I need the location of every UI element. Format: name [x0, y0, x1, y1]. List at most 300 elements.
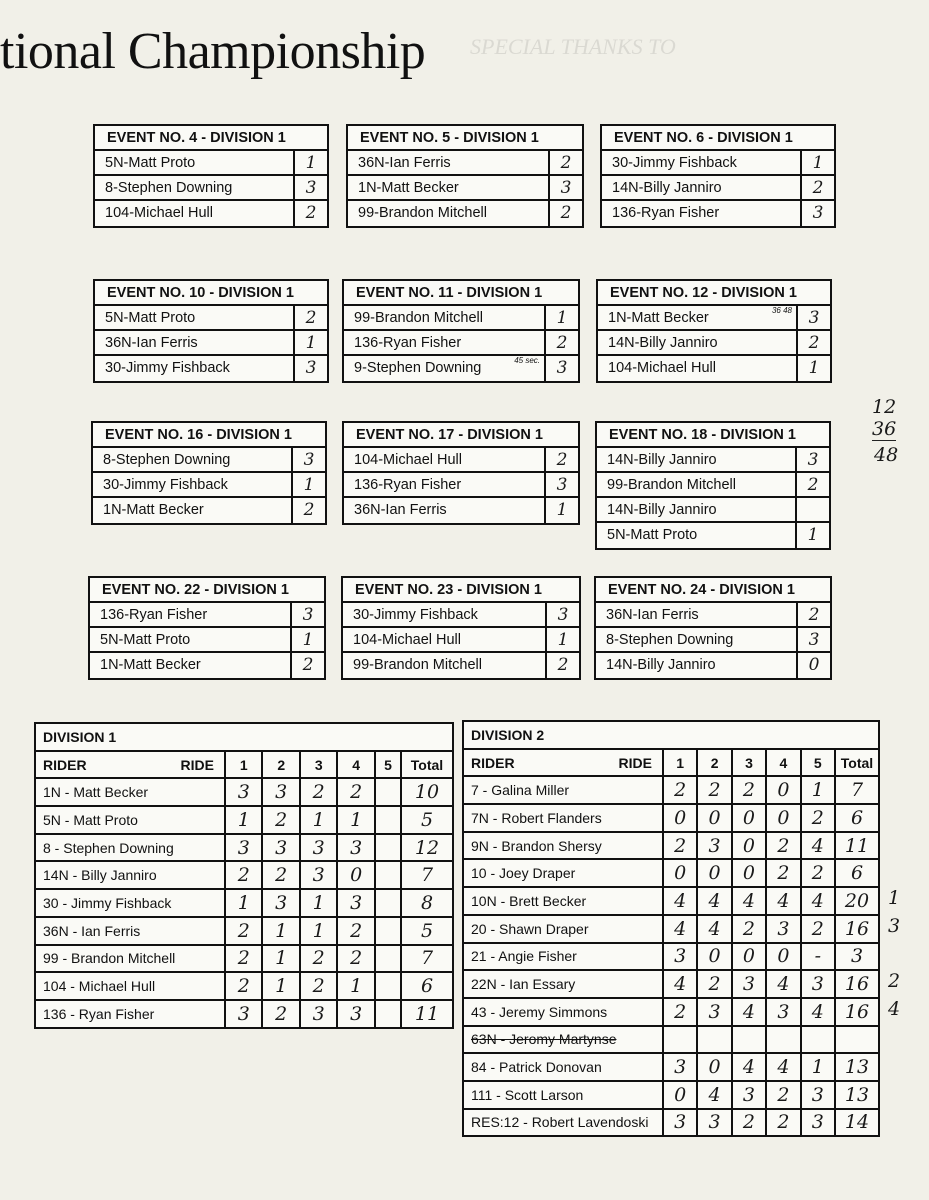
placing-rank: 4 [888, 998, 901, 1020]
table-row [35, 861, 453, 889]
rider-name: 14N-Billy Janniro [612, 180, 722, 196]
rider-name: 5N-Matt Proto [105, 310, 196, 326]
ride-number-header: 5 [801, 749, 835, 777]
division-title: DIVISION 1 [35, 723, 453, 751]
ride-score-cell: 3 [300, 1000, 337, 1028]
event-row [95, 176, 327, 201]
ride-score-cell: 3 [663, 1109, 697, 1137]
finish-place: 3 [291, 448, 325, 471]
ride-score-cell: 2 [801, 859, 835, 887]
rider-name: 22N - Ian Essary [463, 970, 663, 998]
finish-place: 3 [548, 176, 582, 199]
rider-name: 136-Ryan Fisher [354, 477, 462, 493]
rider-name: 136 - Ryan Fisher [35, 1000, 225, 1028]
total-cell: 5 [401, 917, 453, 945]
table-row [35, 806, 453, 834]
finish-place: 2 [796, 331, 830, 354]
event-row [343, 628, 579, 653]
event-row [93, 473, 325, 498]
ride-score-cell: 2 [262, 1000, 299, 1028]
rider-name: 14N-Billy Janniro [607, 452, 717, 468]
ride-score-cell: 0 [663, 859, 697, 887]
rider-name: 30-Jimmy Fishback [103, 477, 228, 493]
event-box [93, 124, 329, 228]
margin-math-b: 36 [872, 418, 897, 440]
ride-score-cell [697, 1026, 731, 1054]
ride-score-cell [375, 778, 401, 806]
event-box [342, 421, 580, 525]
rider-name: 9-Stephen Downing [354, 360, 482, 376]
ride-score-cell [375, 806, 401, 834]
ride-score-cell: 3 [801, 1109, 835, 1137]
rider-name: 7 - Galina Miller [463, 776, 663, 804]
event-row [90, 653, 324, 678]
event-box [595, 421, 831, 550]
ride-score-cell: 1 [300, 806, 337, 834]
rider-name: 36N-Ian Ferris [105, 335, 198, 351]
event-row [344, 448, 578, 473]
rider-name: 104-Michael Hull [105, 205, 213, 221]
rider-name: 1N - Matt Becker [35, 778, 225, 806]
finish-place: 3 [544, 473, 578, 496]
ride-score-cell: 3 [225, 778, 262, 806]
total-cell: 7 [835, 776, 879, 804]
division1-table [34, 722, 454, 1029]
event-title: EVENT NO. 23 - DIVISION 1 [343, 578, 579, 603]
total-cell: 14 [835, 1109, 879, 1137]
finish-place: 3 [795, 448, 829, 471]
ride-score-cell: 1 [337, 806, 374, 834]
ride-score-cell: 3 [300, 834, 337, 862]
event-title: EVENT NO. 11 - DIVISION 1 [344, 281, 578, 306]
ride-score-cell: 2 [337, 778, 374, 806]
ride-score-cell: 2 [766, 859, 800, 887]
rider-name: 104-Michael Hull [608, 360, 716, 376]
ride-score-cell: 0 [732, 804, 766, 832]
finish-place: 2 [290, 653, 324, 678]
event-row [596, 653, 830, 678]
event-row [90, 603, 324, 628]
finish-place: 3 [545, 603, 579, 626]
total-cell: 7 [401, 945, 453, 973]
total-cell: 20 [835, 887, 879, 915]
total-cell: 7 [401, 861, 453, 889]
rider-name: 30 - Jimmy Fishback [35, 889, 225, 917]
ride-score-cell: 0 [732, 859, 766, 887]
ride-score-cell: 3 [225, 1000, 262, 1028]
rider-name: 9N - Brandon Shersy [463, 832, 663, 860]
ride-score-cell: 2 [732, 776, 766, 804]
finish-place: 2 [544, 331, 578, 354]
total-header: Total [401, 751, 453, 779]
handwritten-note: 36 48 [771, 306, 792, 315]
rider-name: 43 - Jeremy Simmons [463, 998, 663, 1026]
event-row [95, 356, 327, 381]
ride-score-cell: 4 [697, 887, 731, 915]
table-row [463, 970, 879, 998]
ride-score-cell: 1 [262, 917, 299, 945]
finish-place: 2 [293, 201, 327, 226]
rider-name: 104-Michael Hull [354, 452, 462, 468]
ride-score-cell: 3 [697, 1109, 731, 1137]
finish-place: 1 [293, 331, 327, 354]
total-cell [835, 1026, 879, 1054]
ride-score-cell: 0 [663, 804, 697, 832]
ride-score-cell: 3 [766, 915, 800, 943]
total-cell: 13 [835, 1053, 879, 1081]
finish-place: 2 [545, 653, 579, 678]
rider-name: 30-Jimmy Fishback [612, 155, 737, 171]
ride-score-cell: 2 [732, 1109, 766, 1137]
placing-rank: 2 [888, 970, 901, 993]
rider-name: 36N-Ian Ferris [606, 607, 699, 623]
ride-score-cell: 3 [300, 861, 337, 889]
ride-score-cell: 1 [225, 806, 262, 834]
finish-place: 2 [795, 473, 829, 496]
event-row [348, 176, 582, 201]
total-cell: 10 [401, 778, 453, 806]
event-row [344, 331, 578, 356]
background-text: SPECIAL THANKS TO [470, 34, 676, 59]
finish-place: 1 [291, 473, 325, 496]
event-box [342, 279, 580, 383]
rider-header: RIDER [43, 756, 87, 773]
finish-place: 2 [548, 201, 582, 226]
ride-score-cell: 2 [801, 915, 835, 943]
event-title: EVENT NO. 16 - DIVISION 1 [93, 423, 325, 448]
ride-score-cell: 4 [697, 915, 731, 943]
event-title: EVENT NO. 6 - DIVISION 1 [602, 126, 834, 151]
margin-math-a: 12 [872, 396, 897, 418]
ride-score-cell: 3 [225, 834, 262, 862]
table-row [463, 1081, 879, 1109]
event-title: EVENT NO. 5 - DIVISION 1 [348, 126, 582, 151]
division-title: DIVISION 2 [463, 721, 879, 749]
ride-score-cell: 1 [262, 945, 299, 973]
event-box [596, 279, 832, 383]
ride-score-cell: 3 [697, 832, 731, 860]
ride-score-cell: 3 [801, 970, 835, 998]
rider-name: 84 - Patrick Donovan [463, 1053, 663, 1081]
table-row [463, 943, 879, 971]
rider-name: RES:12 - Robert Lavendoski [463, 1109, 663, 1137]
rider-name: 14N - Billy Janniro [35, 861, 225, 889]
rider-name: 30-Jimmy Fishback [353, 607, 478, 623]
total-cell: 6 [401, 972, 453, 1000]
ride-score-cell: 3 [262, 834, 299, 862]
total-cell: 13 [835, 1081, 879, 1109]
event-title: EVENT NO. 12 - DIVISION 1 [598, 281, 830, 306]
rider-name: 1N-Matt Becker [608, 310, 709, 326]
ride-score-cell: 0 [732, 943, 766, 971]
rider-name: 99-Brandon Mitchell [358, 205, 487, 221]
total-cell: 5 [401, 806, 453, 834]
event-row [93, 498, 325, 523]
table-row [35, 834, 453, 862]
rider-name: 1N-Matt Becker [103, 502, 204, 518]
ride-score-cell: 2 [663, 998, 697, 1026]
total-cell: 16 [835, 998, 879, 1026]
event-row [598, 306, 830, 331]
ride-score-cell: 1 [300, 917, 337, 945]
table-row [35, 889, 453, 917]
event-row [95, 306, 327, 331]
table-row [463, 1026, 879, 1054]
finish-place: 3 [800, 201, 834, 226]
ride-score-cell: 0 [766, 776, 800, 804]
rider-name: 20 - Shawn Draper [463, 915, 663, 943]
total-cell: 16 [835, 970, 879, 998]
rider-name: 10N - Brett Becker [463, 887, 663, 915]
rider-name: 5N-Matt Proto [100, 632, 191, 648]
total-cell: 3 [835, 943, 879, 971]
ride-score-cell: 2 [225, 945, 262, 973]
event-title: EVENT NO. 17 - DIVISION 1 [344, 423, 578, 448]
finish-place: 1 [544, 498, 578, 523]
rider-name: 99-Brandon Mitchell [354, 310, 483, 326]
finish-place: 3 [544, 356, 578, 381]
event-row [596, 603, 830, 628]
total-cell: 16 [835, 915, 879, 943]
rider-name: 104 - Michael Hull [35, 972, 225, 1000]
ride-number-header: 4 [766, 749, 800, 777]
finish-place: 2 [293, 306, 327, 329]
event-title: EVENT NO. 10 - DIVISION 1 [95, 281, 327, 306]
event-box [594, 576, 832, 680]
rider-header: RIDER [471, 754, 515, 771]
rider-name: 104-Michael Hull [353, 632, 461, 648]
event-title: EVENT NO. 22 - DIVISION 1 [90, 578, 324, 603]
event-row [348, 151, 582, 176]
ride-score-cell: 2 [766, 1109, 800, 1137]
ride-score-cell: 2 [300, 778, 337, 806]
ride-score-cell: 0 [697, 804, 731, 832]
ride-header: RIDE [618, 754, 652, 771]
ride-score-cell: 2 [337, 945, 374, 973]
rider-name: 14N-Billy Janniro [607, 502, 717, 518]
table-row [463, 1053, 879, 1081]
ride-score-cell: 2 [300, 972, 337, 1000]
ride-score-cell [375, 1000, 401, 1028]
ride-score-cell: 4 [801, 832, 835, 860]
ride-score-cell: 0 [697, 1053, 731, 1081]
table-row [463, 776, 879, 804]
ride-score-cell: 4 [766, 1053, 800, 1081]
ride-score-cell: 1 [337, 972, 374, 1000]
finish-place: 2 [548, 151, 582, 174]
event-row [344, 306, 578, 331]
table-row [463, 887, 879, 915]
ride-score-cell: 1 [262, 972, 299, 1000]
ride-score-cell: 3 [766, 998, 800, 1026]
finish-place: 1 [544, 306, 578, 329]
ride-score-cell [766, 1026, 800, 1054]
event-row [602, 201, 834, 226]
event-box [88, 576, 326, 680]
ride-score-cell: 0 [337, 861, 374, 889]
ride-score-cell [375, 945, 401, 973]
table-row [35, 778, 453, 806]
ride-score-cell: 1 [225, 889, 262, 917]
total-cell: 11 [401, 1000, 453, 1028]
ride-score-cell: 3 [732, 1081, 766, 1109]
ride-score-cell [375, 889, 401, 917]
rider-name: 5N - Matt Proto [35, 806, 225, 834]
event-row [95, 331, 327, 356]
ride-score-cell: 2 [766, 1081, 800, 1109]
ride-score-cell: 1 [300, 889, 337, 917]
finish-place: 3 [290, 603, 324, 626]
finish-place: 1 [545, 628, 579, 651]
table-row [463, 859, 879, 887]
rider-name: 99-Brandon Mitchell [607, 477, 736, 493]
ride-score-cell: 0 [732, 832, 766, 860]
ride-score-cell: 2 [262, 861, 299, 889]
finish-place: 2 [291, 498, 325, 523]
ride-score-cell: 2 [663, 776, 697, 804]
event-row [95, 201, 327, 226]
rider-name: 8 - Stephen Downing [35, 834, 225, 862]
rider-name: 99 - Brandon Mitchell [35, 945, 225, 973]
ride-score-cell: 1 [801, 1053, 835, 1081]
table-row [463, 1109, 879, 1137]
table-row [463, 915, 879, 943]
table-row [463, 998, 879, 1026]
table-row [35, 945, 453, 973]
event-title: EVENT NO. 24 - DIVISION 1 [596, 578, 830, 603]
rider-name: 136-Ryan Fisher [612, 205, 720, 221]
ride-score-cell: 0 [697, 859, 731, 887]
event-row [343, 653, 579, 678]
rider-ride-header [35, 751, 225, 779]
rider-name: 36N-Ian Ferris [354, 502, 447, 518]
ride-score-cell: 4 [801, 998, 835, 1026]
ride-score-cell: 3 [337, 889, 374, 917]
rider-name: 111 - Scott Larson [463, 1081, 663, 1109]
event-box [600, 124, 836, 228]
rider-name: 1N-Matt Becker [358, 180, 459, 196]
ride-score-cell: 4 [766, 970, 800, 998]
finish-place: 3 [293, 356, 327, 381]
ride-number-header: 3 [300, 751, 337, 779]
ride-score-cell: 4 [732, 1053, 766, 1081]
rider-name: 21 - Angie Fisher [463, 943, 663, 971]
finish-place: 3 [796, 628, 830, 651]
rider-name: 99-Brandon Mitchell [353, 657, 482, 673]
rider-name: 8-Stephen Downing [103, 452, 231, 468]
finish-place: 2 [796, 603, 830, 626]
ride-score-cell: 2 [225, 861, 262, 889]
ride-score-cell: 4 [663, 970, 697, 998]
ride-score-cell: 0 [766, 804, 800, 832]
rider-name: 36N - Ian Ferris [35, 917, 225, 945]
ride-score-cell: 4 [663, 887, 697, 915]
ride-number-header: 1 [225, 751, 262, 779]
ride-score-cell: 3 [801, 1081, 835, 1109]
ride-score-cell: 2 [337, 917, 374, 945]
ride-score-cell: 2 [663, 832, 697, 860]
rider-name: 5N-Matt Proto [105, 155, 196, 171]
rider-name: 5N-Matt Proto [607, 527, 698, 543]
ride-score-cell: 4 [801, 887, 835, 915]
rider-name: 136-Ryan Fisher [100, 607, 208, 623]
rider-ride-header [463, 749, 663, 777]
table-row [35, 917, 453, 945]
ride-number-header: 4 [337, 751, 374, 779]
ride-score-cell: 4 [663, 915, 697, 943]
ride-number-header: 2 [697, 749, 731, 777]
ride-score-cell: 2 [697, 776, 731, 804]
rider-name: 8-Stephen Downing [606, 632, 734, 648]
table-row [463, 832, 879, 860]
event-box [341, 576, 581, 680]
finish-place: 1 [800, 151, 834, 174]
ride-number-header: 3 [732, 749, 766, 777]
finish-place: 2 [800, 176, 834, 199]
ride-score-cell: 3 [732, 970, 766, 998]
ride-score-cell: 0 [697, 943, 731, 971]
finish-place: 3 [796, 306, 830, 329]
ride-number-header: 2 [262, 751, 299, 779]
ride-score-cell: 2 [262, 806, 299, 834]
event-title: EVENT NO. 4 - DIVISION 1 [95, 126, 327, 151]
ride-score-cell: 1 [801, 776, 835, 804]
ride-score-cell: 4 [697, 1081, 731, 1109]
event-box [346, 124, 584, 228]
ride-score-cell: - [801, 943, 835, 971]
ride-score-cell: 2 [801, 804, 835, 832]
total-cell: 6 [835, 804, 879, 832]
total-cell: 8 [401, 889, 453, 917]
event-row [93, 448, 325, 473]
rider-name: 14N-Billy Janniro [608, 335, 718, 351]
ride-score-cell: 0 [766, 943, 800, 971]
handwritten-note: 45 sec. [514, 356, 540, 365]
event-row [598, 331, 830, 356]
finish-place: 1 [290, 628, 324, 651]
ride-score-cell [375, 861, 401, 889]
total-header: Total [835, 749, 879, 777]
finish-place: 2 [544, 448, 578, 471]
margin-math-sum: 48 [874, 444, 899, 466]
ride-score-cell: 4 [732, 887, 766, 915]
event-row [348, 201, 582, 226]
finish-place: 1 [293, 151, 327, 174]
ride-score-cell: 3 [337, 834, 374, 862]
ride-score-cell: 2 [766, 832, 800, 860]
event-row [95, 151, 327, 176]
ride-score-cell: 3 [337, 1000, 374, 1028]
ride-score-cell: 4 [732, 998, 766, 1026]
event-box [91, 421, 327, 525]
ride-score-cell: 2 [225, 972, 262, 1000]
rider-name: 1N-Matt Becker [100, 657, 201, 673]
event-row [597, 498, 829, 523]
ride-score-cell [801, 1026, 835, 1054]
ride-score-cell: 2 [225, 917, 262, 945]
ride-score-cell: 2 [300, 945, 337, 973]
finish-place: 1 [795, 523, 829, 548]
table-row [35, 1000, 453, 1028]
rider-name: 7N - Robert Flanders [463, 804, 663, 832]
finish-place: 3 [293, 176, 327, 199]
ride-number-header: 5 [375, 751, 401, 779]
ride-score-cell [732, 1026, 766, 1054]
event-row [344, 473, 578, 498]
finish-place: 1 [796, 356, 830, 381]
event-row [343, 603, 579, 628]
ride-score-cell [375, 834, 401, 862]
